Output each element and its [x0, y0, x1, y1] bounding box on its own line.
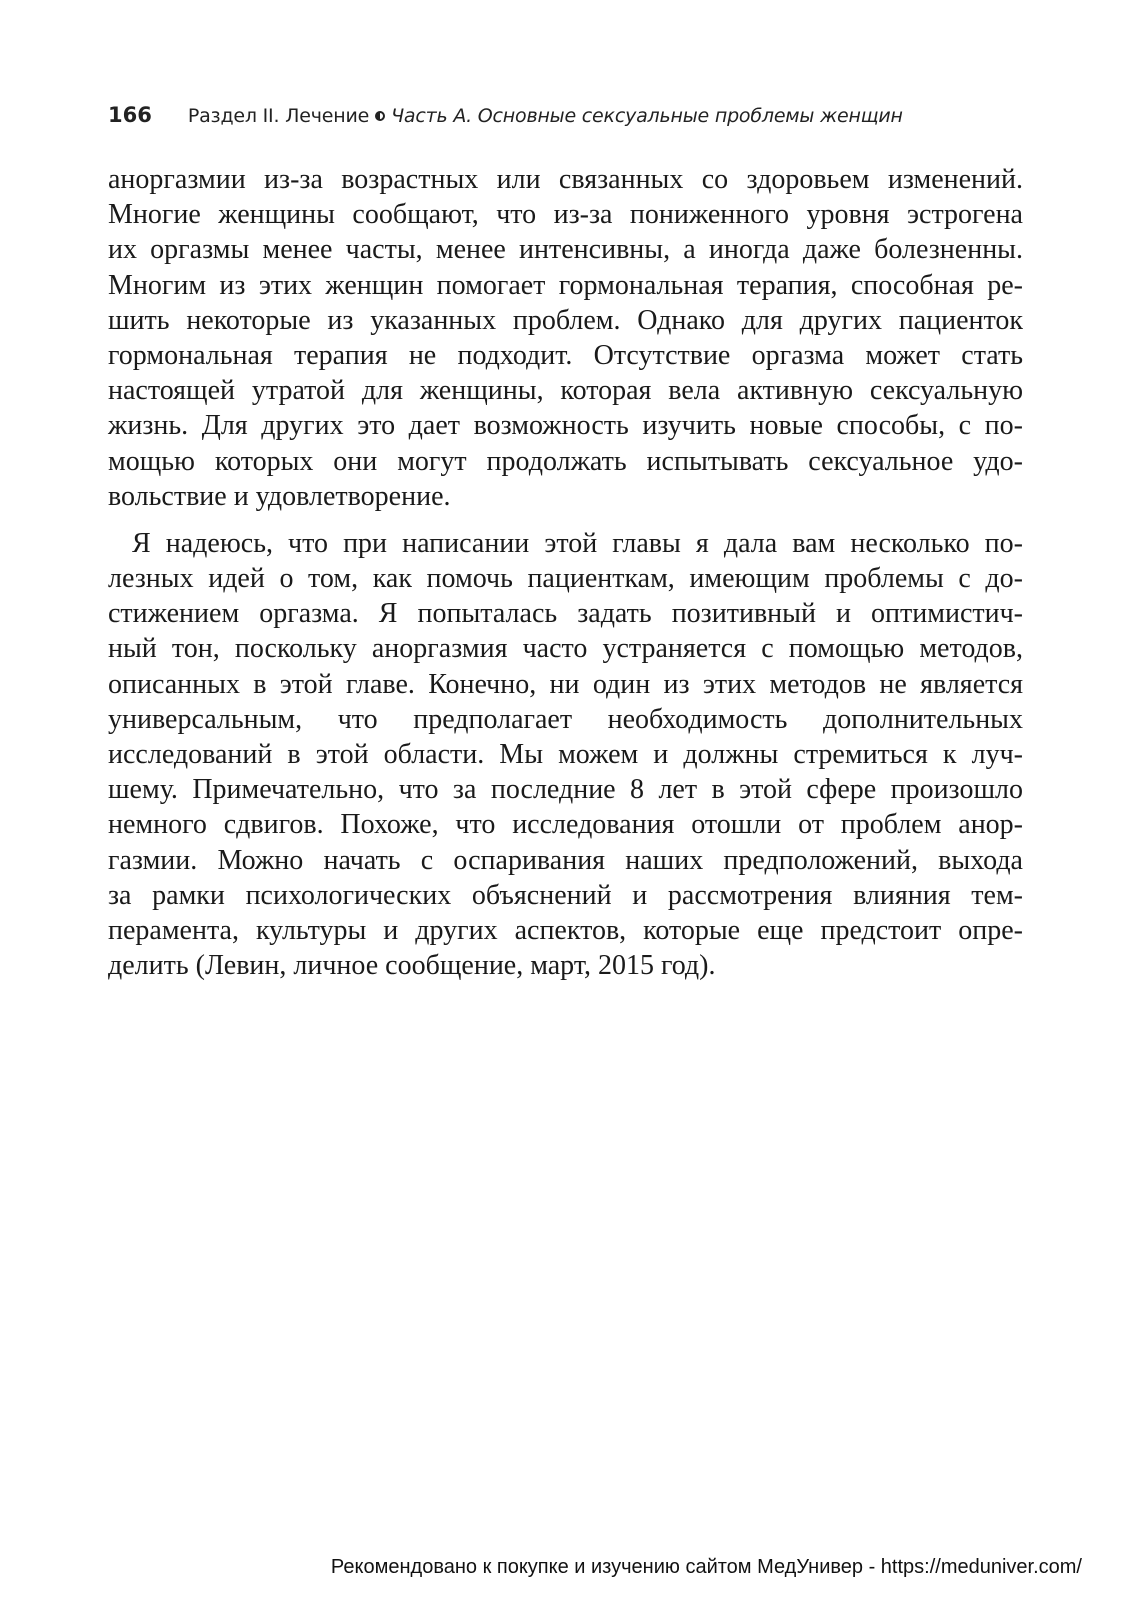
- paragraph: [108, 162, 1023, 514]
- text-line: газмии. Можно начать с оспаривания наших предположений, выхода: [108, 844, 1023, 876]
- text-line: стижением оргазма. Я попыталась задать позитивный и оптимистич-: [108, 598, 1023, 630]
- text-line: вольствие и удовлетворение.: [108, 480, 451, 512]
- text-line: гормональная терапия не подходит. Отсутствие оргазма может стать: [108, 339, 1023, 371]
- text-line: мощью которых они могут продолжать испытывать сексуальное удо-: [108, 445, 1023, 477]
- footer-recommendation: Рекомендовано к покупке и изучению сайтом МедУнивер - https://meduniver.com/: [330, 1556, 1082, 1578]
- text-line: Многие женщины сообщают, что из-за пониженного уровня эстрогена: [108, 199, 1023, 231]
- text-line: делить (Левин, личное сообщение, март, 2015 год).: [108, 950, 716, 982]
- running-head: [108, 100, 1028, 131]
- paragraph: [108, 526, 1023, 983]
- part-title: Часть А. Основные сексуальные проблемы женщин: [391, 105, 903, 127]
- text-line: настоящей утратой для женщины, которая вела активную сексуальную: [108, 375, 1023, 407]
- text-line: шить некоторые из указанных проблем. Однако для других пациенток: [108, 304, 1023, 336]
- text-line: исследований в этой области. Мы можем и должны стремиться к луч-: [108, 739, 1023, 770]
- text-line: шему. Примечательно, что за последние 8 лет в этой сфере произошло: [108, 774, 1023, 806]
- text-line: лезных идей о том, как помочь пациенткам, имеющим проблемы с до-: [108, 563, 1023, 595]
- page-number: 166: [108, 103, 152, 127]
- text-line: перамента, культуры и других аспектов, которые еще предстоит опре-: [108, 914, 1023, 946]
- half-circle-bullet-icon: [375, 111, 385, 121]
- text-line: их оргазмы менее часты, менее интенсивны, а иногда даже болезненны.: [108, 234, 1023, 266]
- text-line: ный тон, поскольку аноргазмия часто устраняется с помощью методов,: [108, 633, 1023, 665]
- text-line: универсальным, что предполагает необходимость дополнительных: [108, 703, 1023, 735]
- section-title: Раздел II. Лечение: [187, 105, 370, 127]
- text-line: Я надеюсь, что при написании этой главы я дала вам несколько по-: [132, 527, 1023, 559]
- text-line: за рамки психологических объяснений и рассмотрения влияния тем-: [108, 879, 1023, 911]
- text-line: описанных в этой главе. Конечно, ни один из этих методов не является: [108, 668, 1023, 700]
- text-line: немного сдвигов. Похоже, что исследования отошли от проблем анор-: [108, 809, 1023, 841]
- text-line: жизнь. Для других это дает возможность изучить новые способы, с по-: [108, 410, 1023, 442]
- text-line: Многим из этих женщин помогает гормональная терапия, способная ре-: [108, 269, 1023, 301]
- text-line: аноргазмии из-за возрастных или связанных со здоровьем изменений.: [108, 164, 1023, 195]
- body-text: [108, 162, 1023, 983]
